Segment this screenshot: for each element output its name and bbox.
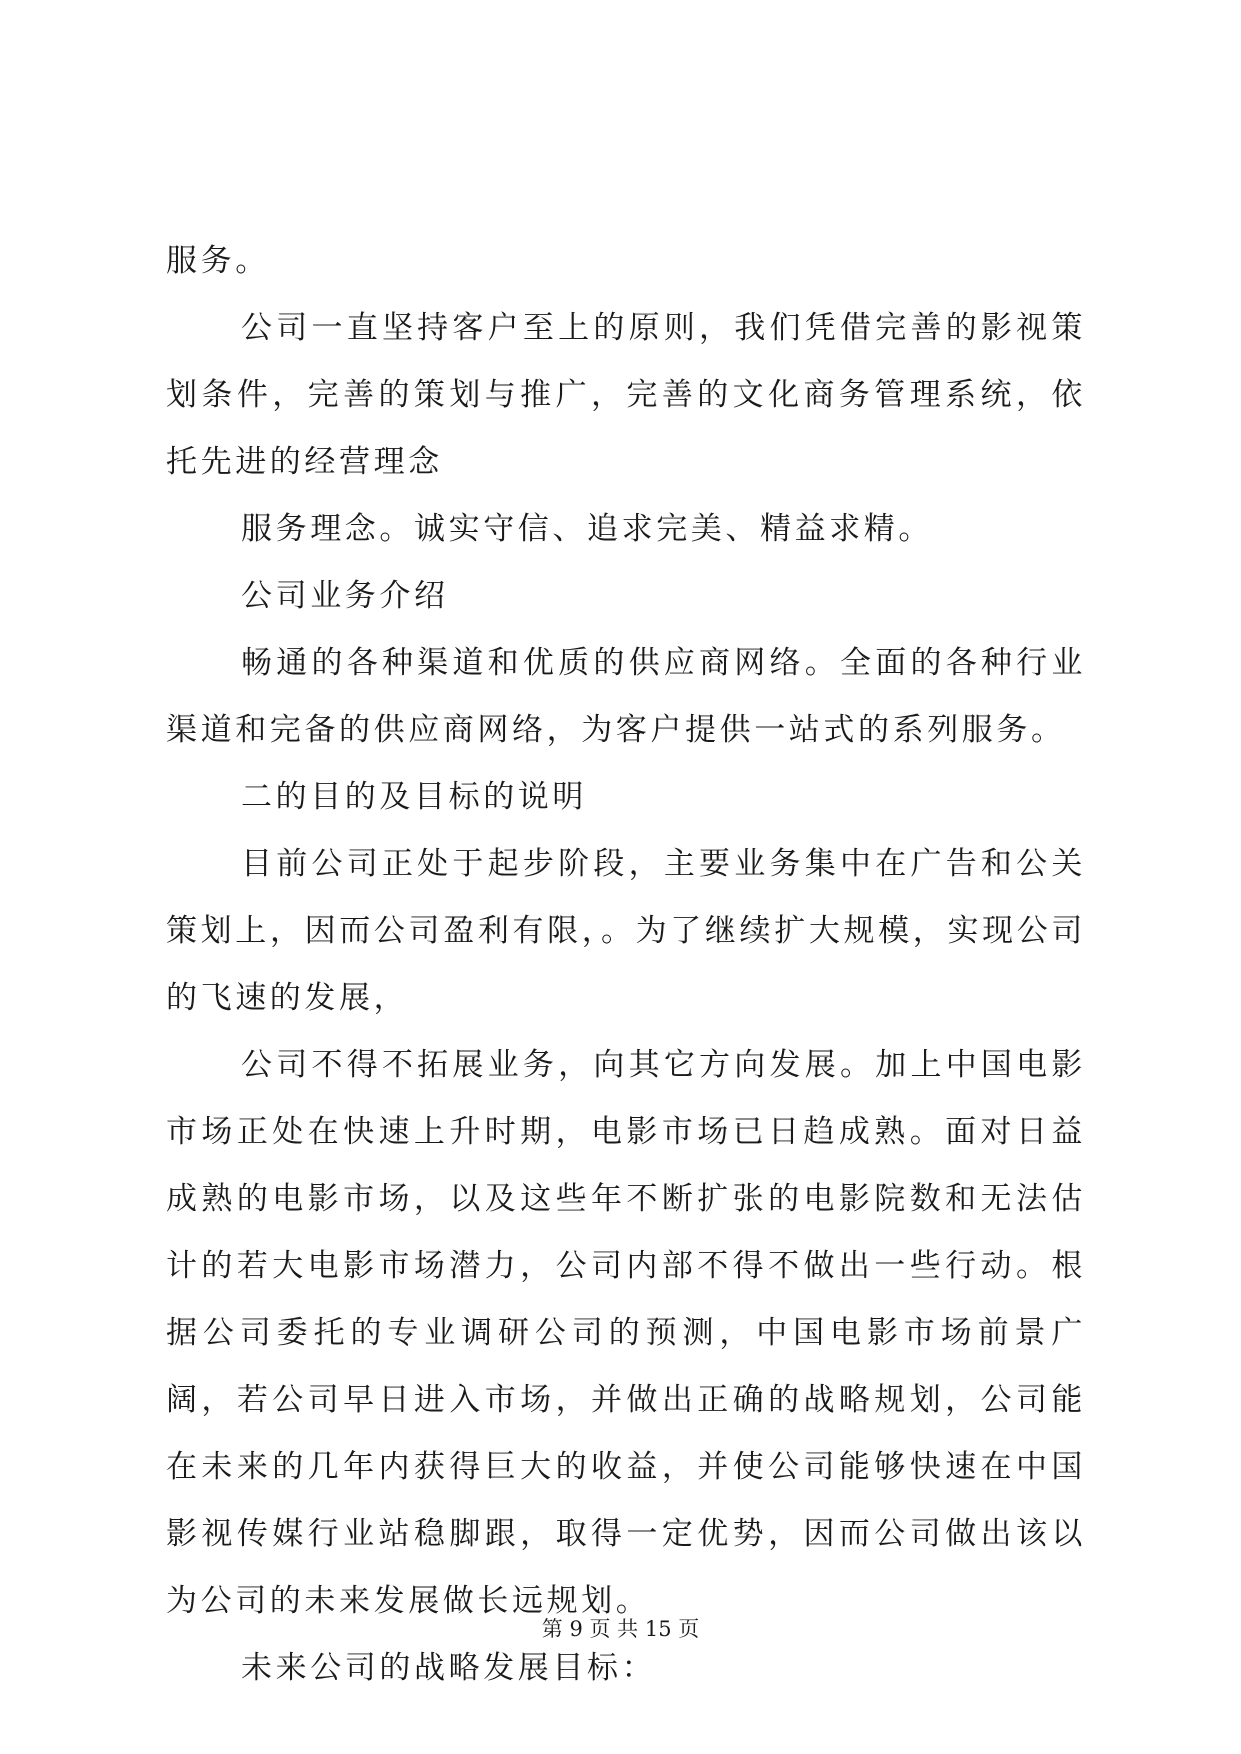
- paragraph-3: 服务理念。诚实守信、追求完美、精益求精。: [241, 511, 933, 547]
- paragraph-7: 目前公司正处于起步阶段，主要业务集中在广告和公关策划上，因而公司盈利有限，。为了继续扩大规模，实现公司的飞速的发展，: [166, 846, 1086, 1016]
- paragraph-1: 服务。: [166, 243, 270, 279]
- section-heading-business: 公司业务介绍: [241, 578, 449, 614]
- paragraph-5: 畅通的各种渠道和优质的供应商网络。全面的各种行业渠道和完备的供应商网络，为客户提供一站式的系列服务。: [166, 645, 1086, 748]
- section-heading-goals: 二的目的及目标的说明: [241, 779, 587, 815]
- paragraph-9: 未来公司的战略发展目标：: [241, 1650, 657, 1686]
- document-body: [166, 228, 1086, 1702]
- paragraph-8: 公司不得不拓展业务，向其它方向发展。加上中国电影市场正处在快速上升时期，电影市场已日趋成熟。面对日益成熟的电影市场，以及这些年不断扩张的电影院数和无法估计的若大电影市场潜力，公司内部不得不做出一些行动。根据公司委托的专业调研公司的预测，中国电影市场前景广阔，若公司早日进入市场，并做出正确的战略规划，公司能在未来的几年内获得巨大的收益，并使公司能够快速在中国影视传媒行业站稳脚跟，取得一定优势，因而公司做出该以为公司的未来发展做长远规划。: [166, 1047, 1086, 1619]
- page-number-footer: 第 9 页 共 15 页: [541, 1617, 700, 1641]
- paragraph-2: 公司一直坚持客户至上的原则，我们凭借完善的影视策划条件，完善的策划与推广，完善的文化商务管理系统，依托先进的经营理念: [166, 310, 1086, 480]
